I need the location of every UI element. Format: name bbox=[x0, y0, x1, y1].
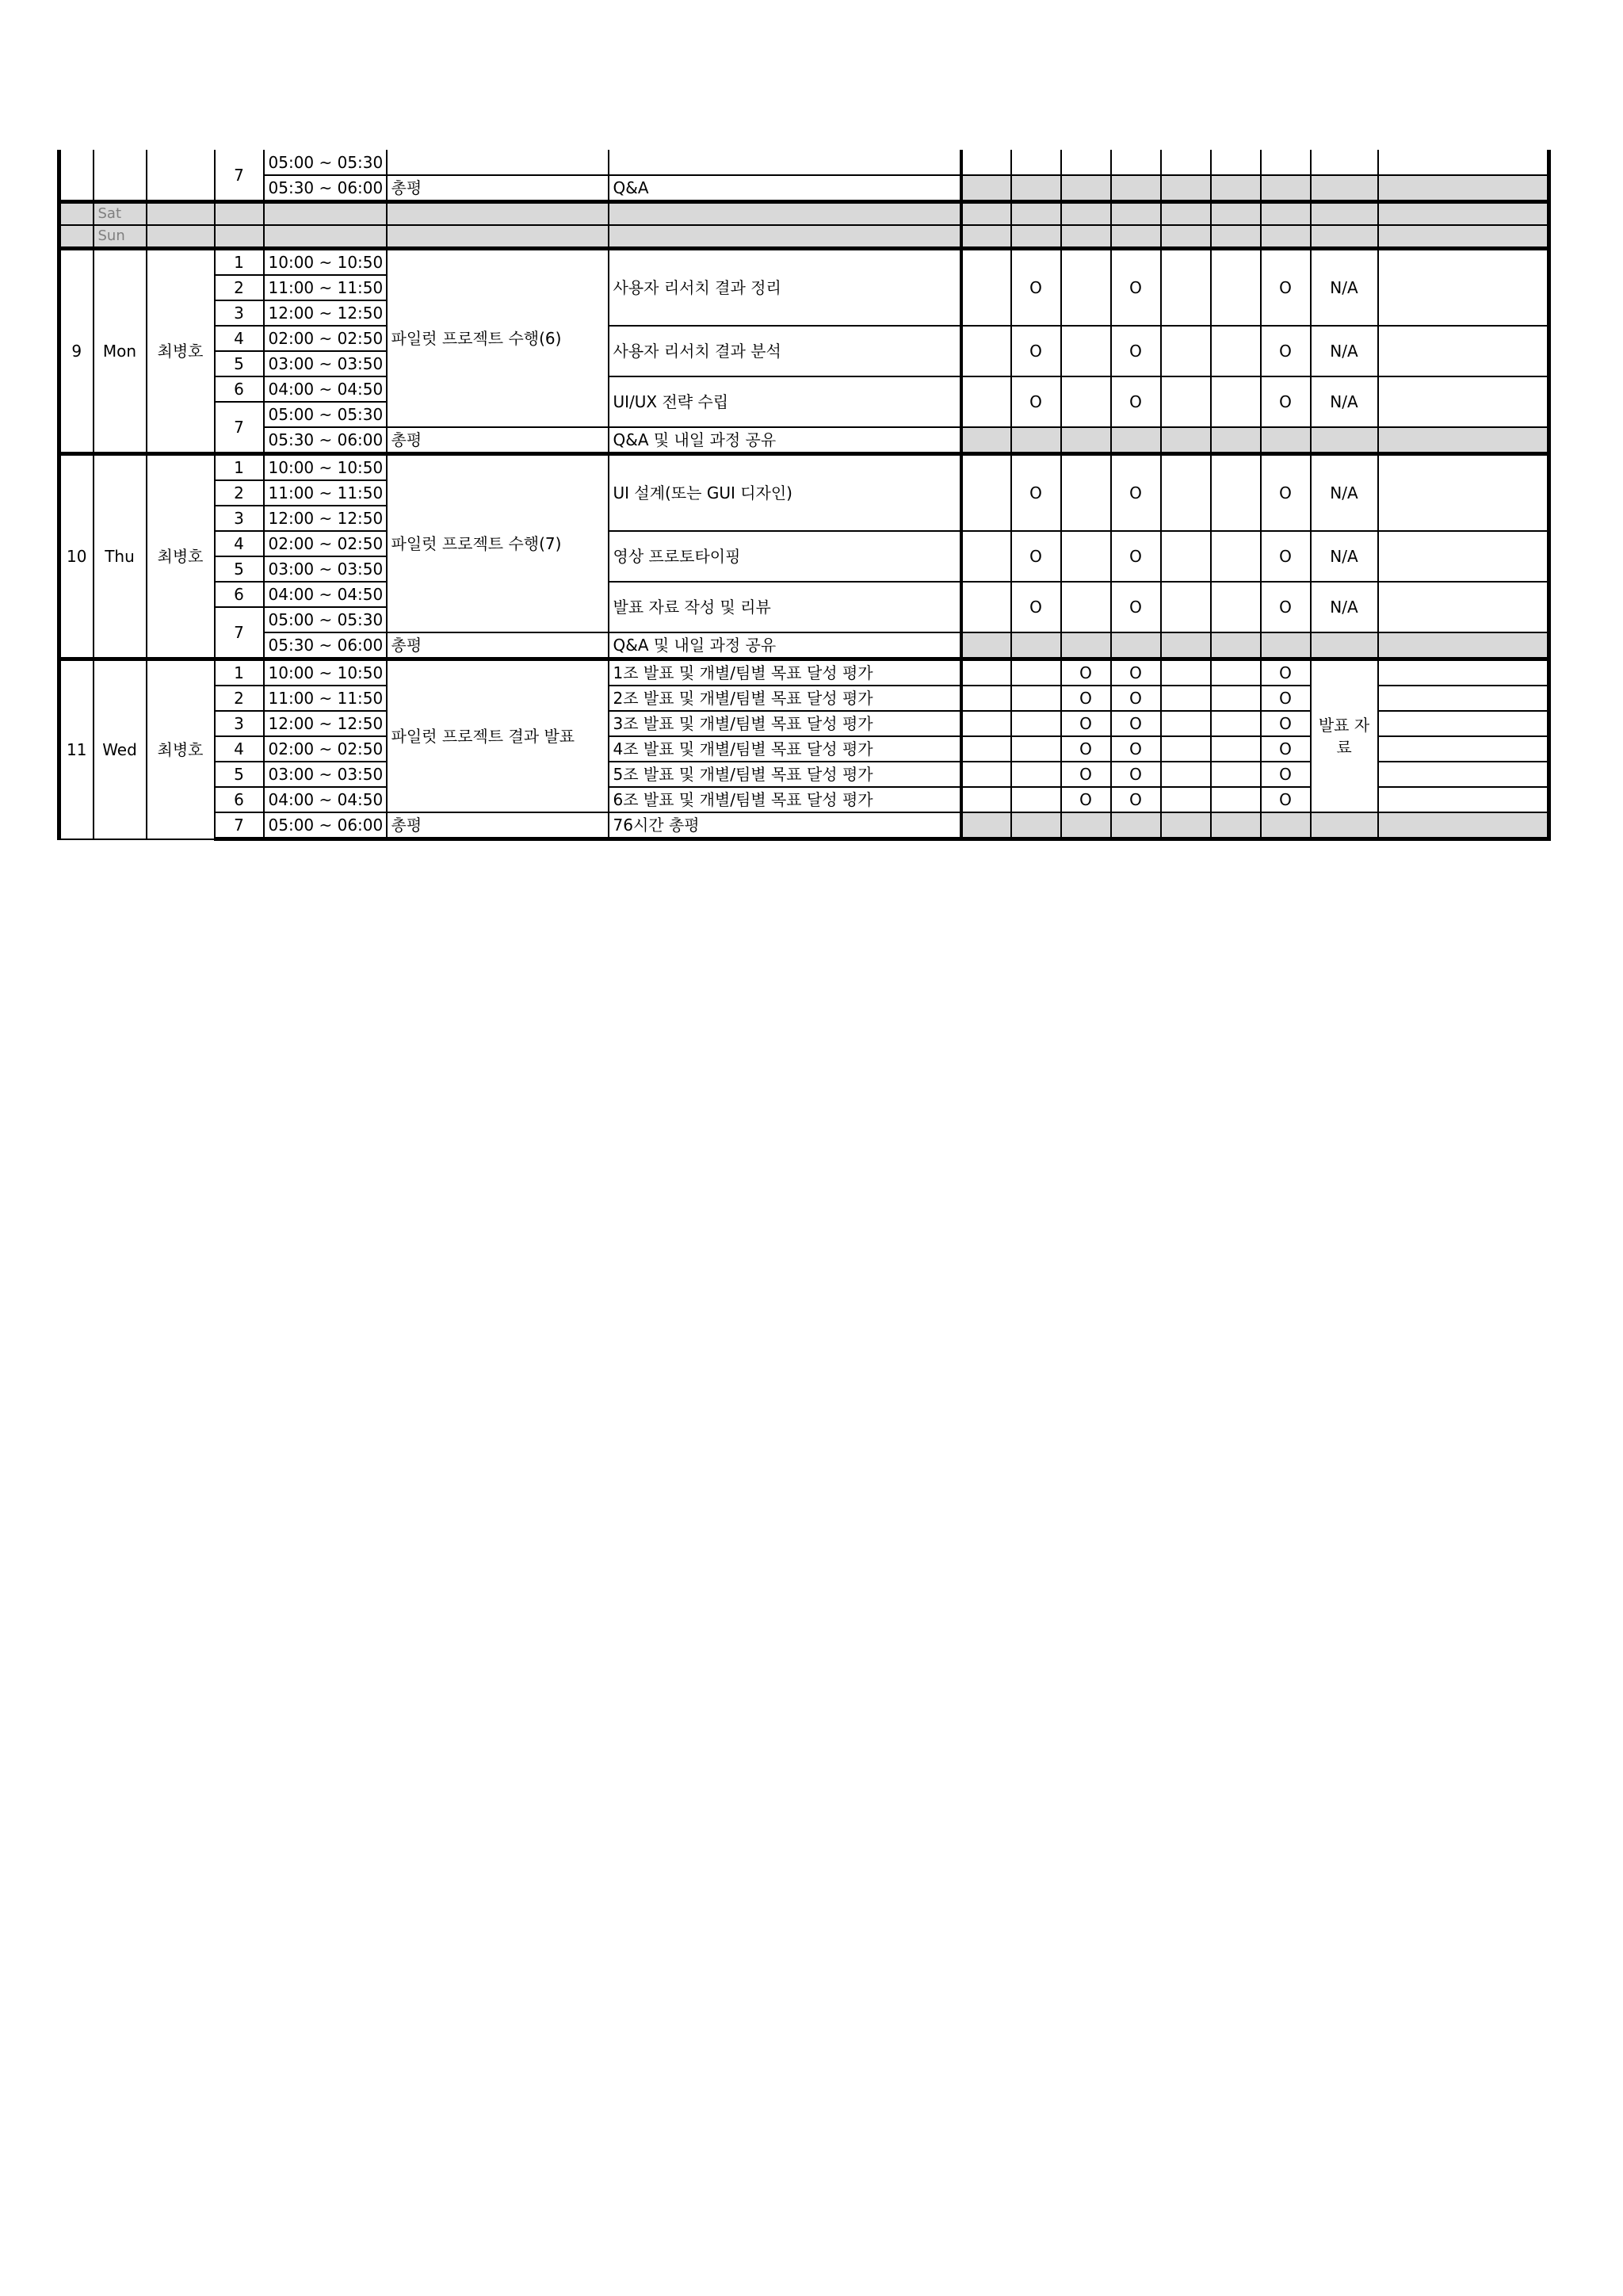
period-cell: 4 bbox=[215, 531, 264, 556]
activity-cell: 4조 발표 및 개별/팀별 목표 달성 평가 bbox=[609, 736, 961, 762]
period-cell: 5 bbox=[215, 762, 264, 787]
day-num-cell: 11 bbox=[59, 659, 94, 839]
mark: O bbox=[1111, 787, 1161, 812]
activity-cell: 3조 발표 및 개별/팀별 목표 달성 평가 bbox=[609, 711, 961, 736]
table-row bbox=[59, 812, 1549, 839]
table-row bbox=[59, 427, 1549, 454]
mark: O bbox=[1111, 249, 1161, 327]
activity-cell: 발표 자료 작성 및 리뷰 bbox=[609, 582, 961, 632]
mark: O bbox=[1111, 762, 1161, 787]
mark: O bbox=[1261, 454, 1311, 532]
period-cell: 7 bbox=[215, 607, 264, 659]
table-row bbox=[59, 376, 1549, 402]
time-cell: 05:00 ~ 05:30 bbox=[264, 150, 387, 175]
activity-cell: UI/UX 전략 수립 bbox=[609, 376, 961, 427]
activity-cell: 사용자 리서치 결과 정리 bbox=[609, 249, 961, 327]
mark: O bbox=[1111, 582, 1161, 632]
period-cell: 2 bbox=[215, 480, 264, 506]
na-label: N/A bbox=[1311, 376, 1378, 427]
mark: O bbox=[1011, 376, 1061, 427]
time-cell: 05:00 ~ 05:30 bbox=[264, 607, 387, 632]
time-cell: 12:00 ~ 12:50 bbox=[264, 711, 387, 736]
table-row bbox=[59, 150, 1549, 175]
day-num-cell bbox=[59, 150, 94, 202]
time-cell: 11:00 ~ 11:50 bbox=[264, 275, 387, 300]
period-cell: 1 bbox=[215, 659, 264, 686]
time-cell: 04:00 ~ 04:50 bbox=[264, 376, 387, 402]
time-cell: 11:00 ~ 11:50 bbox=[264, 480, 387, 506]
na-label: N/A bbox=[1311, 582, 1378, 632]
mark: O bbox=[1061, 659, 1111, 686]
summary-content: Q&A 및 내일 과정 공유 bbox=[609, 427, 961, 454]
period-cell: 7 bbox=[215, 150, 264, 202]
mark: O bbox=[1111, 711, 1161, 736]
day-num-cell: 9 bbox=[59, 249, 94, 454]
time-cell: 05:00 ~ 06:00 bbox=[264, 812, 387, 839]
module-cell: 파일럿 프로젝트 결과 발표 bbox=[387, 659, 609, 813]
time-cell: 10:00 ~ 10:50 bbox=[264, 659, 387, 686]
mark: O bbox=[1261, 249, 1311, 327]
instructor-cell: 최병호 bbox=[147, 249, 215, 454]
mark: O bbox=[1261, 686, 1311, 711]
mark: O bbox=[1111, 376, 1161, 427]
table-row bbox=[59, 326, 1549, 351]
period-cell: 6 bbox=[215, 582, 264, 607]
activity-cell: 2조 발표 및 개별/팀별 목표 달성 평가 bbox=[609, 686, 961, 711]
table-row bbox=[59, 632, 1549, 659]
mark: O bbox=[1261, 582, 1311, 632]
table-row bbox=[59, 531, 1549, 556]
summary-label: 총평 bbox=[387, 632, 609, 659]
mark: O bbox=[1061, 686, 1111, 711]
table-row bbox=[59, 175, 1549, 202]
time-cell: 05:30 ~ 06:00 bbox=[264, 427, 387, 454]
presentation-material-label: 발표 자료 bbox=[1311, 659, 1378, 813]
mark: O bbox=[1111, 531, 1161, 582]
period-cell: 5 bbox=[215, 351, 264, 376]
activity-cell bbox=[609, 150, 961, 175]
dow-cell: Wed bbox=[94, 659, 147, 839]
weekend-row-sun bbox=[59, 225, 1549, 249]
time-cell: 02:00 ~ 02:50 bbox=[264, 531, 387, 556]
mark: O bbox=[1261, 736, 1311, 762]
period-cell: 1 bbox=[215, 454, 264, 481]
period-cell: 6 bbox=[215, 787, 264, 812]
period-cell: 5 bbox=[215, 556, 264, 582]
time-cell: 10:00 ~ 10:50 bbox=[264, 249, 387, 276]
summary-content: Q&A 및 내일 과정 공유 bbox=[609, 632, 961, 659]
mark: O bbox=[1111, 686, 1161, 711]
time-cell: 12:00 ~ 12:50 bbox=[264, 300, 387, 326]
time-cell: 04:00 ~ 04:50 bbox=[264, 787, 387, 812]
module-cell: 파일럿 프로젝트 수행(6) bbox=[387, 249, 609, 428]
mark: O bbox=[1061, 787, 1111, 812]
mark: O bbox=[1111, 326, 1161, 376]
activity-cell: 5조 발표 및 개별/팀별 목표 달성 평가 bbox=[609, 762, 961, 787]
time-cell: 03:00 ~ 03:50 bbox=[264, 556, 387, 582]
time-cell: 11:00 ~ 11:50 bbox=[264, 686, 387, 711]
mark: O bbox=[1261, 787, 1311, 812]
summary-label: 총평 bbox=[387, 175, 609, 202]
time-cell: 03:00 ~ 03:50 bbox=[264, 351, 387, 376]
summary-label: 총평 bbox=[387, 427, 609, 454]
mark: O bbox=[1061, 736, 1111, 762]
mark: O bbox=[1111, 736, 1161, 762]
activity-cell: 6조 발표 및 개별/팀별 목표 달성 평가 bbox=[609, 787, 961, 812]
na-label: N/A bbox=[1311, 531, 1378, 582]
mark: O bbox=[1061, 762, 1111, 787]
mark: O bbox=[1011, 582, 1061, 632]
mark: O bbox=[1061, 711, 1111, 736]
weekend-label: Sun bbox=[94, 225, 147, 249]
period-cell: 6 bbox=[215, 376, 264, 402]
dow-cell: Thu bbox=[94, 454, 147, 659]
mark: O bbox=[1111, 659, 1161, 686]
table-row bbox=[59, 659, 1549, 686]
day-num-cell: 10 bbox=[59, 454, 94, 659]
table-row bbox=[59, 249, 1549, 276]
time-cell: 02:00 ~ 02:50 bbox=[264, 326, 387, 351]
activity-cell: 사용자 리서치 결과 분석 bbox=[609, 326, 961, 376]
dow-cell bbox=[94, 150, 147, 202]
period-cell: 4 bbox=[215, 326, 264, 351]
period-cell: 7 bbox=[215, 812, 264, 839]
time-cell: 04:00 ~ 04:50 bbox=[264, 582, 387, 607]
weekend-label: Sat bbox=[94, 202, 147, 226]
dow-cell: Mon bbox=[94, 249, 147, 454]
na-label: N/A bbox=[1311, 454, 1378, 532]
period-cell: 1 bbox=[215, 249, 264, 276]
activity-cell: 영상 프로토타이핑 bbox=[609, 531, 961, 582]
instructor-cell: 최병호 bbox=[147, 659, 215, 839]
mark: O bbox=[1261, 659, 1311, 686]
mark: O bbox=[1261, 762, 1311, 787]
mark: O bbox=[1261, 711, 1311, 736]
period-cell: 3 bbox=[215, 506, 264, 531]
table-row bbox=[59, 582, 1549, 607]
summary-content: 76시간 총평 bbox=[609, 812, 961, 839]
activity-cell: UI 설계(또는 GUI 디자인) bbox=[609, 454, 961, 532]
period-cell: 2 bbox=[215, 686, 264, 711]
mark: O bbox=[1011, 326, 1061, 376]
summary-label: 총평 bbox=[387, 812, 609, 839]
period-cell: 3 bbox=[215, 711, 264, 736]
period-cell: 4 bbox=[215, 736, 264, 762]
na-label: N/A bbox=[1311, 326, 1378, 376]
activity-cell: 1조 발표 및 개별/팀별 목표 달성 평가 bbox=[609, 659, 961, 686]
period-cell: 2 bbox=[215, 275, 264, 300]
module-cell bbox=[387, 150, 609, 175]
mark: O bbox=[1261, 326, 1311, 376]
instructor-cell: 최병호 bbox=[147, 454, 215, 659]
time-cell: 05:30 ~ 06:00 bbox=[264, 175, 387, 202]
time-cell: 05:00 ~ 05:30 bbox=[264, 402, 387, 427]
mark: O bbox=[1011, 249, 1061, 327]
time-cell: 05:30 ~ 06:00 bbox=[264, 632, 387, 659]
mark: O bbox=[1261, 376, 1311, 427]
mark: O bbox=[1261, 531, 1311, 582]
module-cell: 파일럿 프로젝트 수행(7) bbox=[387, 454, 609, 633]
instructor-cell bbox=[147, 150, 215, 202]
time-cell: 02:00 ~ 02:50 bbox=[264, 736, 387, 762]
time-cell: 10:00 ~ 10:50 bbox=[264, 454, 387, 481]
na-label: N/A bbox=[1311, 249, 1378, 327]
table-row bbox=[59, 454, 1549, 481]
curriculum-table bbox=[57, 150, 1551, 841]
time-cell: 12:00 ~ 12:50 bbox=[264, 506, 387, 531]
period-cell: 7 bbox=[215, 402, 264, 454]
period-cell: 3 bbox=[215, 300, 264, 326]
weekend-row-sat bbox=[59, 202, 1549, 226]
mark: O bbox=[1011, 531, 1061, 582]
mark: O bbox=[1011, 454, 1061, 532]
summary-content: Q&A bbox=[609, 175, 961, 202]
time-cell: 03:00 ~ 03:50 bbox=[264, 762, 387, 787]
mark: O bbox=[1111, 454, 1161, 532]
